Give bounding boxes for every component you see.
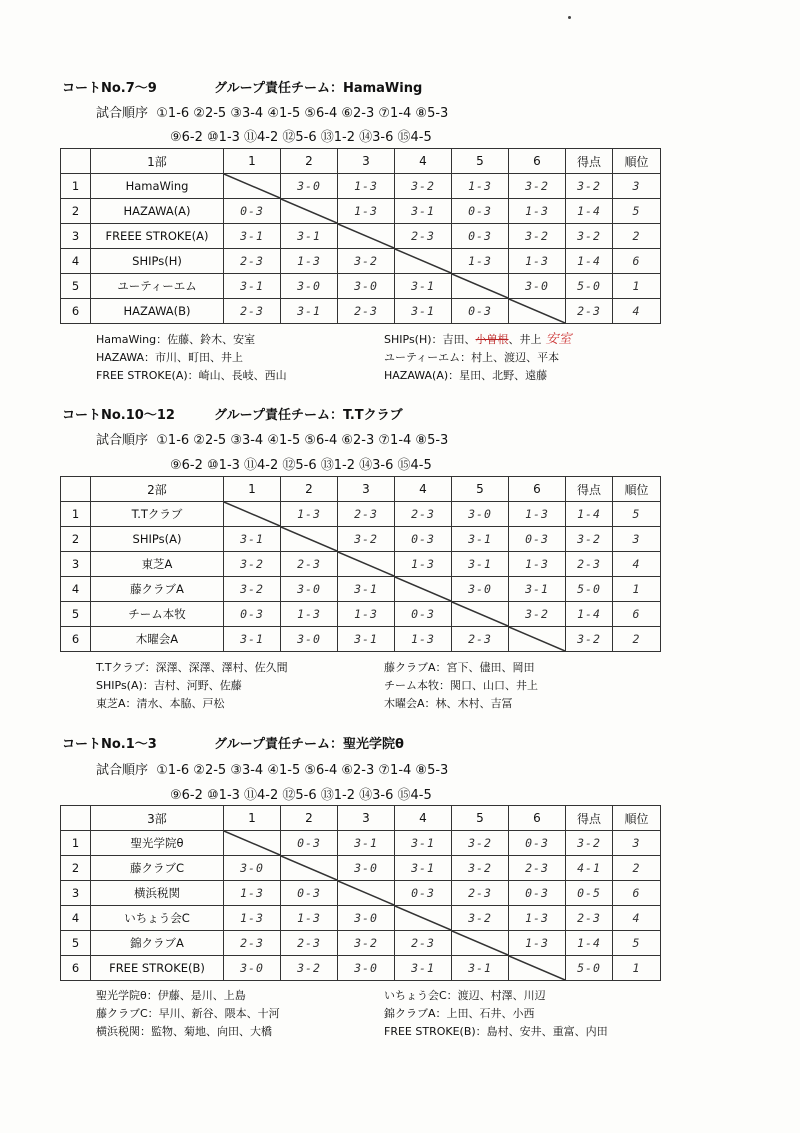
match-score: 3-1 — [281, 299, 338, 324]
column-header: 2 — [281, 477, 338, 502]
member-line: HAZAWA：市川、町田、井上 — [96, 351, 244, 364]
match-order-label: 試合順序 — [96, 433, 149, 448]
team-name: FREEE STROKE(A) — [91, 224, 224, 249]
team-name: 横浜税関 — [91, 881, 224, 906]
member-line: 横浜税関：監物、菊地、向田、大橋 — [96, 1025, 272, 1038]
match-score: 3-0 — [338, 856, 395, 881]
match-order-line-1 — [96, 102, 448, 121]
column-header: 4 — [395, 477, 452, 502]
match-score: 3-2 — [452, 856, 509, 881]
division-name: 1部 — [91, 149, 224, 174]
member-line: チーム本牧：関口、山口、井上 — [384, 679, 538, 692]
table-row — [61, 856, 661, 881]
team-name: SHIPs(A) — [91, 527, 224, 552]
diagonal-cell — [509, 299, 566, 324]
member-line: 東芝A：清水、本脇、戸松 — [96, 697, 225, 710]
match-score: 3-0 — [452, 502, 509, 527]
match-score: 3-2 — [224, 552, 281, 577]
match-order-2: ⑨6-2 ⑩1-3 ⑪4-2 ⑫5-6 ⑬1-2 ⑭3-6 ⑮4-5 — [170, 130, 432, 145]
points-cell: 1-4 — [566, 931, 613, 956]
points-header: 得点 — [566, 806, 613, 831]
column-header: 5 — [452, 149, 509, 174]
diagonal-line — [281, 199, 337, 223]
match-score: 3-2 — [452, 831, 509, 856]
results-table — [60, 148, 661, 324]
row-number: 3 — [61, 224, 91, 249]
team-name: 錦クラブA — [91, 931, 224, 956]
match-score: 2-3 — [395, 931, 452, 956]
match-score: 3-2 — [224, 577, 281, 602]
column-header: 5 — [452, 477, 509, 502]
diagonal-line — [224, 831, 280, 855]
rank-header: 順位 — [613, 477, 661, 502]
match-order-label: 試合順序 — [96, 106, 149, 121]
column-header: 3 — [338, 806, 395, 831]
points-cell: 3-2 — [566, 527, 613, 552]
table-row — [61, 502, 661, 527]
column-header: 4 — [395, 806, 452, 831]
member-line-tail: 、井上 — [508, 333, 542, 346]
column-header: 6 — [509, 477, 566, 502]
rank-cell: 5 — [613, 931, 661, 956]
match-score: 3-1 — [452, 527, 509, 552]
table-row — [61, 274, 661, 299]
rank-cell: 4 — [613, 299, 661, 324]
column-header: 3 — [338, 477, 395, 502]
member-line: 藤クラブA：宮下、儘田、岡田 — [384, 661, 535, 674]
diagonal-line — [338, 552, 394, 576]
match-score: 0-3 — [509, 527, 566, 552]
handwritten-correction: 安室 — [545, 332, 572, 347]
corner-cell — [61, 806, 91, 831]
members-left — [96, 659, 288, 713]
row-number: 4 — [61, 577, 91, 602]
match-score: 3-1 — [338, 577, 395, 602]
member-line: 聖光学院θ：伊藤、是川、上島 — [96, 989, 246, 1002]
points-cell: 3-2 — [566, 831, 613, 856]
match-score: 3-2 — [338, 527, 395, 552]
responsible-team: グループ責任チーム：聖光学院θ — [214, 737, 404, 752]
diagonal-cell — [509, 956, 566, 981]
match-score: 3-1 — [338, 831, 395, 856]
match-score: 0-3 — [224, 199, 281, 224]
responsible-team: グループ責任チーム：HamaWing — [214, 81, 423, 96]
table-row — [61, 931, 661, 956]
rank-cell: 3 — [613, 174, 661, 199]
member-line-head: SHIPs(H)：吉田、 — [384, 333, 476, 346]
match-score: 3-2 — [509, 602, 566, 627]
corner-cell — [61, 149, 91, 174]
match-score: 3-0 — [281, 174, 338, 199]
table-row — [61, 527, 661, 552]
row-number: 1 — [61, 831, 91, 856]
points-cell: 5-0 — [566, 577, 613, 602]
match-score: 0-3 — [509, 881, 566, 906]
match-score: 3-1 — [224, 627, 281, 652]
match-score: 0-3 — [281, 881, 338, 906]
match-score: 3-2 — [338, 249, 395, 274]
row-number: 6 — [61, 956, 91, 981]
row-number: 4 — [61, 249, 91, 274]
match-score: 1-3 — [224, 906, 281, 931]
diagonal-cell — [452, 274, 509, 299]
corner-cell — [61, 477, 91, 502]
column-header: 1 — [224, 806, 281, 831]
members-right — [384, 659, 538, 713]
team-name: T.Tクラブ — [91, 502, 224, 527]
rank-cell: 2 — [613, 856, 661, 881]
column-header: 1 — [224, 477, 281, 502]
member-line: FREE STROKE(A)：崎山、長岐、西山 — [96, 369, 287, 382]
rank-header: 順位 — [613, 806, 661, 831]
team-name: 藤クラブC — [91, 856, 224, 881]
court-label: コートNo.7～9 — [62, 81, 157, 96]
rank-cell: 2 — [613, 627, 661, 652]
header-row — [61, 149, 661, 174]
table-row — [61, 881, 661, 906]
match-score: 3-2 — [338, 931, 395, 956]
court-label: コートNo.1～3 — [62, 737, 157, 752]
column-header: 1 — [224, 149, 281, 174]
match-score: 3-0 — [338, 956, 395, 981]
members-right — [384, 987, 608, 1041]
diagonal-line — [281, 527, 337, 551]
match-score: 3-2 — [509, 174, 566, 199]
match-score: 1-3 — [395, 627, 452, 652]
team-name: HamaWing — [91, 174, 224, 199]
table-row — [61, 602, 661, 627]
match-score: 3-1 — [395, 856, 452, 881]
diagonal-line — [509, 956, 565, 980]
rank-cell: 4 — [613, 552, 661, 577]
row-number: 6 — [61, 627, 91, 652]
match-score: 1-3 — [452, 249, 509, 274]
match-order-label: 試合順序 — [96, 763, 149, 778]
table-row — [61, 577, 661, 602]
diagonal-cell — [281, 856, 338, 881]
diagonal-line — [281, 856, 337, 880]
table-row — [61, 249, 661, 274]
match-score: 3-0 — [452, 577, 509, 602]
match-score: 3-0 — [338, 274, 395, 299]
team-name: 東芝A — [91, 552, 224, 577]
member-line: 藤クラブC：早川、新谷、隈本、十河 — [96, 1007, 280, 1020]
member-line: HamaWing：佐藤、鈴木、安室 — [96, 333, 256, 346]
match-score: 0-3 — [509, 831, 566, 856]
team-name: チーム本牧 — [91, 602, 224, 627]
match-score: 3-1 — [395, 199, 452, 224]
column-header: 2 — [281, 149, 338, 174]
points-header: 得点 — [566, 477, 613, 502]
team-name: SHIPs(H) — [91, 249, 224, 274]
match-score: 0-3 — [395, 881, 452, 906]
row-number: 4 — [61, 906, 91, 931]
team-name: HAZAWA(A) — [91, 199, 224, 224]
match-score: 2-3 — [395, 224, 452, 249]
struck-name: 小曽根 — [475, 333, 509, 346]
diagonal-cell — [509, 627, 566, 652]
team-name: FREE STROKE(B) — [91, 956, 224, 981]
rank-cell: 6 — [613, 602, 661, 627]
points-cell: 2-3 — [566, 552, 613, 577]
match-score: 1-3 — [452, 174, 509, 199]
match-score: 1-3 — [509, 199, 566, 224]
match-score: 2-3 — [224, 299, 281, 324]
row-number: 1 — [61, 502, 91, 527]
diagonal-cell — [395, 577, 452, 602]
diagonal-line — [224, 502, 280, 526]
rank-cell: 6 — [613, 881, 661, 906]
row-number: 2 — [61, 856, 91, 881]
results-table — [60, 476, 661, 652]
diagonal-line — [509, 299, 565, 323]
rank-cell: 3 — [613, 831, 661, 856]
match-score: 1-3 — [224, 881, 281, 906]
members-right — [384, 331, 572, 385]
match-score: 2-3 — [395, 502, 452, 527]
table-row — [61, 552, 661, 577]
results-table — [60, 805, 661, 981]
rank-cell: 6 — [613, 249, 661, 274]
table-row — [61, 174, 661, 199]
match-score: 1-3 — [281, 602, 338, 627]
match-score: 1-3 — [281, 249, 338, 274]
match-score: 3-1 — [224, 527, 281, 552]
diagonal-line — [509, 627, 565, 651]
member-line: FREE STROKE(B)：島村、安井、重富、内田 — [384, 1025, 608, 1038]
team-name: 藤クラブA — [91, 577, 224, 602]
diagonal-cell — [224, 502, 281, 527]
court-label: コートNo.10～12 — [62, 408, 175, 423]
table-row — [61, 831, 661, 856]
match-score: 1-3 — [509, 249, 566, 274]
rank-cell: 1 — [613, 274, 661, 299]
match-score: 3-1 — [224, 224, 281, 249]
match-score: 2-3 — [452, 627, 509, 652]
diagonal-line — [395, 906, 451, 930]
match-score: 3-0 — [281, 627, 338, 652]
points-cell: 1-4 — [566, 199, 613, 224]
match-score: 2-3 — [224, 931, 281, 956]
rank-cell: 1 — [613, 956, 661, 981]
diagonal-cell — [452, 602, 509, 627]
member-line: いちょう会C：渡辺、村澤、川辺 — [384, 989, 546, 1002]
points-cell: 1-4 — [566, 249, 613, 274]
row-number: 1 — [61, 174, 91, 199]
row-number: 6 — [61, 299, 91, 324]
match-score: 2-3 — [338, 299, 395, 324]
diagonal-line — [452, 931, 508, 955]
diagonal-line — [338, 881, 394, 905]
diagonal-cell — [452, 931, 509, 956]
member-line: T.Tクラブ：深澤、深澤、澤村、佐久間 — [96, 661, 288, 674]
members-left — [96, 331, 287, 385]
row-number: 3 — [61, 552, 91, 577]
points-header: 得点 — [566, 149, 613, 174]
rank-cell: 3 — [613, 527, 661, 552]
points-cell: 3-2 — [566, 174, 613, 199]
match-score: 1-3 — [395, 552, 452, 577]
match-score: 2-3 — [452, 881, 509, 906]
match-score: 0-3 — [395, 527, 452, 552]
member-line: SHIPs(A)：吉村、河野、佐藤 — [96, 679, 242, 692]
column-header: 2 — [281, 806, 338, 831]
column-header: 6 — [509, 149, 566, 174]
rank-cell: 2 — [613, 224, 661, 249]
diagonal-cell — [338, 881, 395, 906]
row-number: 5 — [61, 602, 91, 627]
rank-cell: 5 — [613, 502, 661, 527]
match-order-2: ⑨6-2 ⑩1-3 ⑪4-2 ⑫5-6 ⑬1-2 ⑭3-6 ⑮4-5 — [170, 458, 432, 473]
match-score: 3-0 — [224, 856, 281, 881]
table-row — [61, 199, 661, 224]
match-order-1: ①1-6 ②2-5 ③3-4 ④1-5 ⑤6-4 ⑥2-3 ⑦1-4 ⑧5-3 — [156, 106, 449, 121]
match-score: 3-1 — [395, 831, 452, 856]
column-header: 6 — [509, 806, 566, 831]
points-cell: 0-5 — [566, 881, 613, 906]
match-score: 2-3 — [224, 249, 281, 274]
points-cell: 1-4 — [566, 602, 613, 627]
match-score: 0-3 — [395, 602, 452, 627]
match-score: 3-2 — [281, 956, 338, 981]
match-score: 3-2 — [509, 224, 566, 249]
diagonal-line — [452, 602, 508, 626]
match-score: 3-0 — [281, 577, 338, 602]
match-score: 3-1 — [224, 274, 281, 299]
division-name: 3部 — [91, 806, 224, 831]
header-row — [61, 477, 661, 502]
match-score: 0-3 — [224, 602, 281, 627]
row-number: 2 — [61, 199, 91, 224]
match-score: 1-3 — [509, 552, 566, 577]
match-score: 3-0 — [338, 906, 395, 931]
diagonal-cell — [395, 906, 452, 931]
scan-speck — [568, 16, 571, 19]
column-header: 4 — [395, 149, 452, 174]
diagonal-cell — [281, 527, 338, 552]
match-order-1: ①1-6 ②2-5 ③3-4 ④1-5 ⑤6-4 ⑥2-3 ⑦1-4 ⑧5-3 — [156, 433, 449, 448]
table-row — [61, 956, 661, 981]
points-cell: 5-0 — [566, 956, 613, 981]
responsible-team: グループ責任チーム：T.Tクラブ — [214, 408, 403, 423]
diagonal-cell — [395, 249, 452, 274]
diagonal-line — [395, 577, 451, 601]
match-score: 3-2 — [395, 174, 452, 199]
match-score: 2-3 — [281, 931, 338, 956]
match-order-line-1 — [96, 429, 448, 448]
points-cell: 3-2 — [566, 224, 613, 249]
row-number: 3 — [61, 881, 91, 906]
points-cell: 2-3 — [566, 906, 613, 931]
match-score: 3-1 — [395, 299, 452, 324]
rank-cell: 4 — [613, 906, 661, 931]
match-score: 3-1 — [452, 956, 509, 981]
points-cell: 5-0 — [566, 274, 613, 299]
division-name: 2部 — [91, 477, 224, 502]
match-score: 3-1 — [509, 577, 566, 602]
member-line: ユーティーエム：村上、渡辺、平本 — [384, 351, 560, 364]
row-number: 2 — [61, 527, 91, 552]
header-row — [61, 806, 661, 831]
points-cell: 1-4 — [566, 502, 613, 527]
match-order-line-1 — [96, 759, 448, 778]
table-row — [61, 627, 661, 652]
column-header: 5 — [452, 806, 509, 831]
row-number: 5 — [61, 931, 91, 956]
match-score: 0-3 — [452, 224, 509, 249]
team-name: HAZAWA(B) — [91, 299, 224, 324]
match-score: 3-1 — [338, 627, 395, 652]
row-number: 5 — [61, 274, 91, 299]
match-score: 1-3 — [338, 174, 395, 199]
points-cell: 2-3 — [566, 299, 613, 324]
match-score: 3-1 — [395, 956, 452, 981]
match-score: 1-3 — [338, 199, 395, 224]
team-name: いちょう会C — [91, 906, 224, 931]
table-row — [61, 224, 661, 249]
diagonal-line — [452, 274, 508, 298]
match-score: 3-1 — [281, 224, 338, 249]
match-score: 3-0 — [281, 274, 338, 299]
match-score: 2-3 — [338, 502, 395, 527]
diagonal-line — [338, 224, 394, 248]
team-name: 木曜会A — [91, 627, 224, 652]
points-cell: 4-1 — [566, 856, 613, 881]
rank-cell: 1 — [613, 577, 661, 602]
column-header: 3 — [338, 149, 395, 174]
match-score: 1-3 — [509, 502, 566, 527]
rank-cell: 5 — [613, 199, 661, 224]
match-score: 2-3 — [281, 552, 338, 577]
points-cell: 3-2 — [566, 627, 613, 652]
table-row — [61, 906, 661, 931]
member-line: 木曜会A：林、木村、吉冨 — [384, 697, 513, 710]
diagonal-cell — [338, 224, 395, 249]
match-order-1: ①1-6 ②2-5 ③3-4 ④1-5 ⑤6-4 ⑥2-3 ⑦1-4 ⑧5-3 — [156, 763, 449, 778]
match-score: 1-3 — [338, 602, 395, 627]
diagonal-line — [224, 174, 280, 198]
match-score: 3-2 — [452, 906, 509, 931]
match-score: 1-3 — [281, 906, 338, 931]
member-line: HAZAWA(A)：星田、北野、遠藤 — [384, 369, 548, 382]
diagonal-cell — [281, 199, 338, 224]
match-score: 1-3 — [509, 906, 566, 931]
match-score: 0-3 — [452, 299, 509, 324]
team-name: 聖光学院θ — [91, 831, 224, 856]
match-score: 3-1 — [395, 274, 452, 299]
match-score: 0-3 — [281, 831, 338, 856]
diagonal-cell — [224, 831, 281, 856]
match-score: 3-0 — [509, 274, 566, 299]
diagonal-cell — [224, 174, 281, 199]
rank-header: 順位 — [613, 149, 661, 174]
match-score: 2-3 — [509, 856, 566, 881]
table-row — [61, 299, 661, 324]
member-line: 錦クラブA：上田、石井、小西 — [384, 1007, 535, 1020]
diagonal-cell — [338, 552, 395, 577]
team-name: ユーティーエム — [91, 274, 224, 299]
match-score: 0-3 — [452, 199, 509, 224]
match-score: 1-3 — [281, 502, 338, 527]
member-line — [384, 331, 572, 349]
diagonal-line — [395, 249, 451, 273]
match-score: 3-0 — [224, 956, 281, 981]
match-score: 1-3 — [509, 931, 566, 956]
match-score: 3-1 — [452, 552, 509, 577]
match-order-2: ⑨6-2 ⑩1-3 ⑪4-2 ⑫5-6 ⑬1-2 ⑭3-6 ⑮4-5 — [170, 788, 432, 803]
members-left — [96, 987, 280, 1041]
